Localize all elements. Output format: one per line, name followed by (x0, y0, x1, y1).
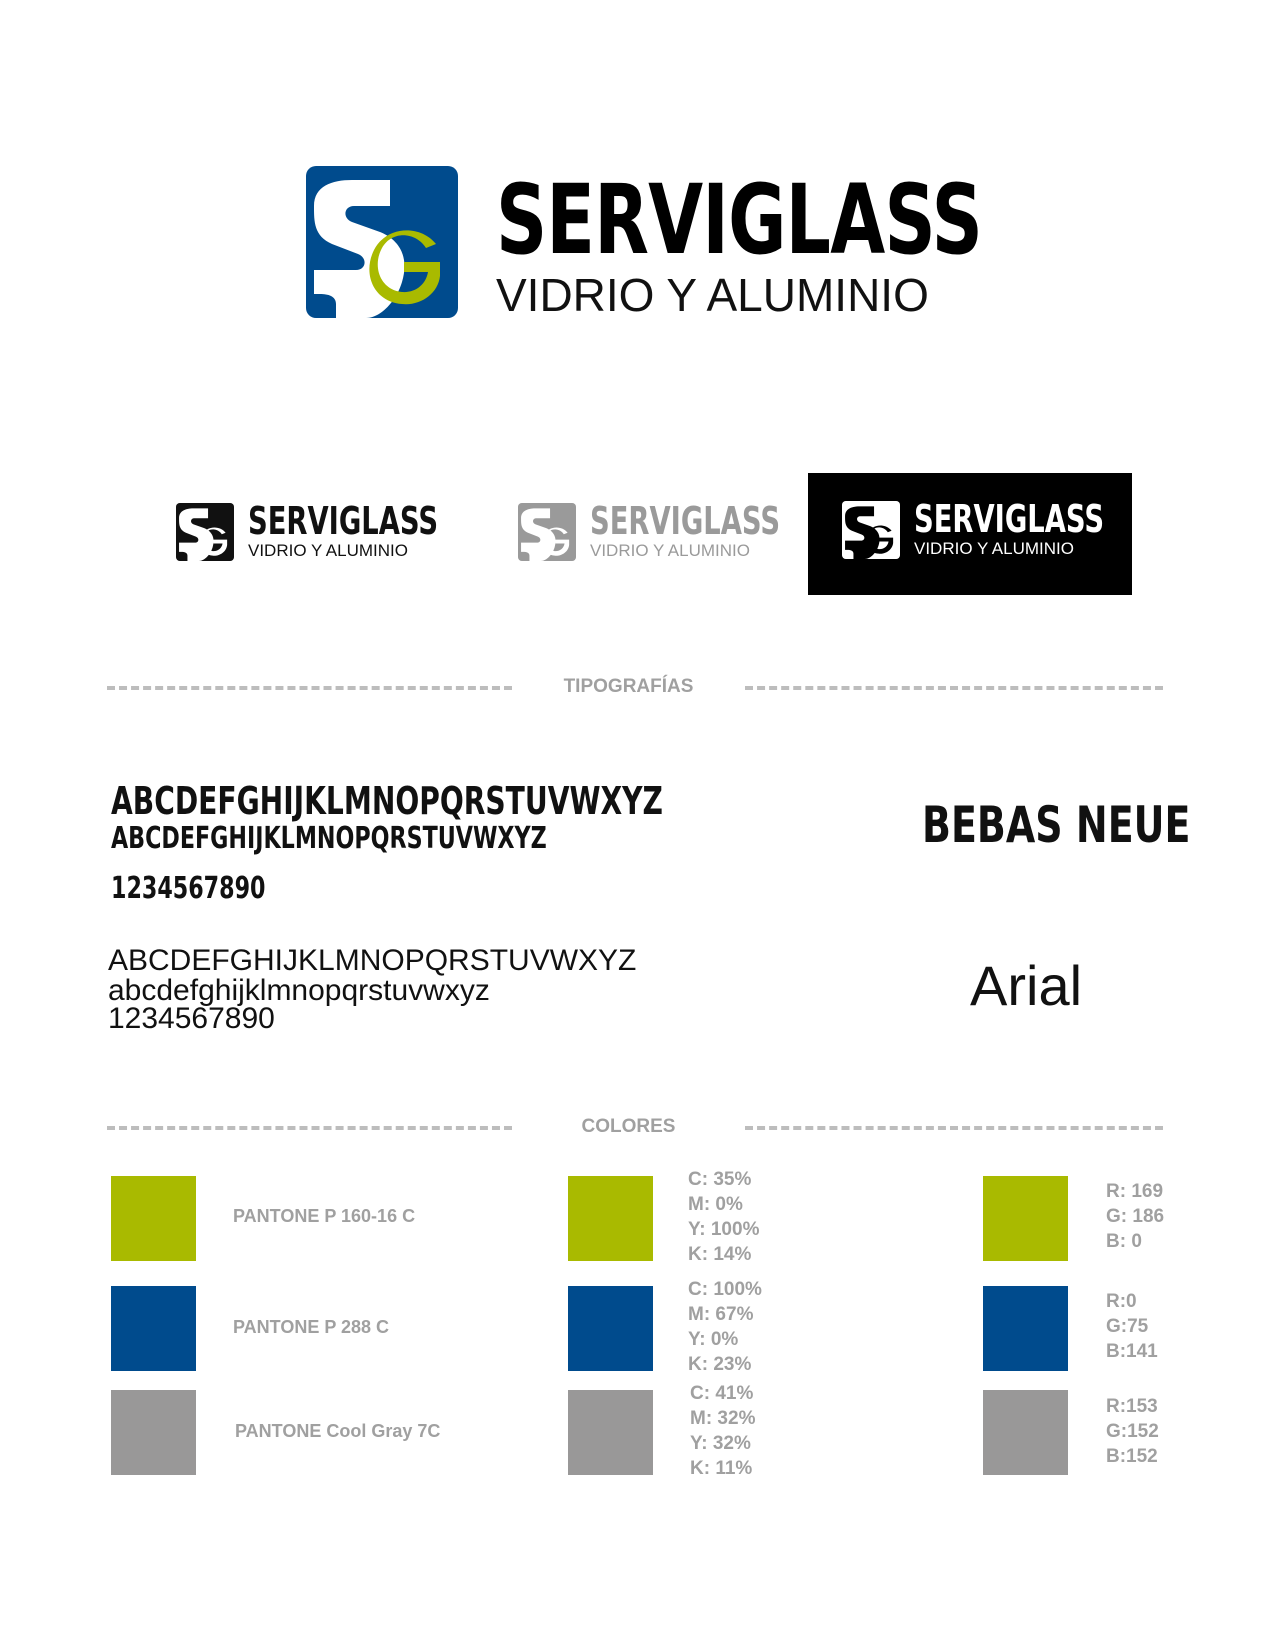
brand-tagline: VIDRIO Y ALUMINIO (248, 541, 408, 560)
color-swatch-gray (111, 1390, 196, 1475)
bebas-uppercase-sample: ABCDEFGHIJKLMNOPQRSTUVWXYZ (111, 779, 663, 823)
arial-uppercase-sample: ABCDEFGHIJKLMNOPQRSTUVWXYZ (108, 944, 637, 977)
logo-variant-black (176, 475, 446, 595)
rgb-values (1106, 1179, 1164, 1254)
font-name-bebas: BEBAS NEUE (922, 796, 1191, 854)
brand-tagline: VIDRIO Y ALUMINIO (496, 269, 929, 321)
sg-logo-mark-icon (842, 501, 900, 559)
rgb-r: R:0 (1106, 1291, 1137, 1312)
cmyk-c: C: 35% (688, 1169, 752, 1190)
arial-numbers-sample: 1234567890 (108, 1002, 275, 1035)
color-swatch-green (983, 1176, 1068, 1261)
rgb-r: R: 169 (1106, 1181, 1164, 1202)
bebas-uppercase-sample-small: ABCDEFGHIJKLMNOPQRSTUVWXYZ (111, 821, 547, 856)
cmyk-y: Y: 0% (688, 1329, 739, 1350)
colors-divider (107, 1117, 1163, 1137)
rgb-b: B:141 (1106, 1341, 1158, 1362)
color-swatch-blue (983, 1286, 1068, 1371)
logo-variant-inverted (808, 473, 1132, 595)
rgb-g: G:75 (1106, 1316, 1149, 1337)
rgb-r: R:153 (1106, 1396, 1158, 1417)
cmyk-m: M: 67% (688, 1304, 754, 1325)
brand-name: SERVIGLASS (248, 499, 439, 543)
color-swatch-blue (568, 1286, 653, 1371)
brand-name: SERVIGLASS (914, 497, 1105, 541)
cmyk-k: K: 14% (688, 1244, 752, 1265)
cmyk-y: Y: 32% (690, 1433, 751, 1454)
bebas-numbers-sample: 1234567890 (111, 871, 266, 906)
cmyk-values (688, 1167, 759, 1267)
pantone-label: PANTONE Cool Gray 7C (235, 1421, 441, 1441)
brand-tagline: VIDRIO Y ALUMINIO (590, 541, 750, 560)
dashed-line (745, 1126, 1163, 1130)
color-swatch-green (111, 1176, 196, 1261)
rgb-g: G: 186 (1106, 1206, 1165, 1227)
cmyk-values (690, 1381, 755, 1481)
section-title-colors: COLORES (581, 1116, 676, 1137)
brand-tagline: VIDRIO Y ALUMINIO (914, 539, 1074, 558)
section-title-typography: TIPOGRAFÍAS (563, 676, 694, 697)
dashed-line (107, 686, 512, 690)
cmyk-k: K: 11% (690, 1458, 753, 1479)
rgb-values (1106, 1394, 1159, 1469)
color-swatch-blue (111, 1286, 196, 1371)
brand-name: SERVIGLASS (496, 164, 983, 276)
cmyk-k: K: 23% (688, 1354, 752, 1375)
sg-logo-mark-icon (518, 503, 576, 561)
arial-lowercase-sample: abcdefghijklmnopqrstuvwxyz (108, 974, 490, 1007)
color-swatch-green (568, 1176, 653, 1261)
cmyk-c: C: 41% (690, 1383, 754, 1404)
sg-logo-mark-icon (176, 503, 234, 561)
typography-divider (107, 677, 1163, 697)
dashed-line (107, 1126, 512, 1130)
main-logo (306, 166, 986, 326)
cmyk-m: M: 32% (690, 1408, 756, 1429)
rgb-b: B:152 (1106, 1446, 1158, 1467)
pantone-label: PANTONE P 160-16 C (233, 1206, 416, 1226)
rgb-values (1106, 1289, 1158, 1364)
color-swatch-gray (568, 1390, 653, 1475)
cmyk-c: C: 100% (688, 1279, 762, 1300)
rgb-b: B: 0 (1106, 1231, 1142, 1252)
cmyk-m: M: 0% (688, 1194, 743, 1215)
color-swatch-gray (983, 1390, 1068, 1475)
brand-name: SERVIGLASS (590, 499, 781, 543)
cmyk-y: Y: 100% (688, 1219, 760, 1240)
font-name-arial: Arial (970, 954, 1083, 1017)
rgb-g: G:152 (1106, 1421, 1159, 1442)
cmyk-values (688, 1277, 762, 1377)
sg-logo-mark-icon (306, 166, 458, 318)
logo-variant-gray (518, 475, 788, 595)
dashed-line (745, 686, 1163, 690)
pantone-label: PANTONE P 288 C (233, 1317, 390, 1337)
